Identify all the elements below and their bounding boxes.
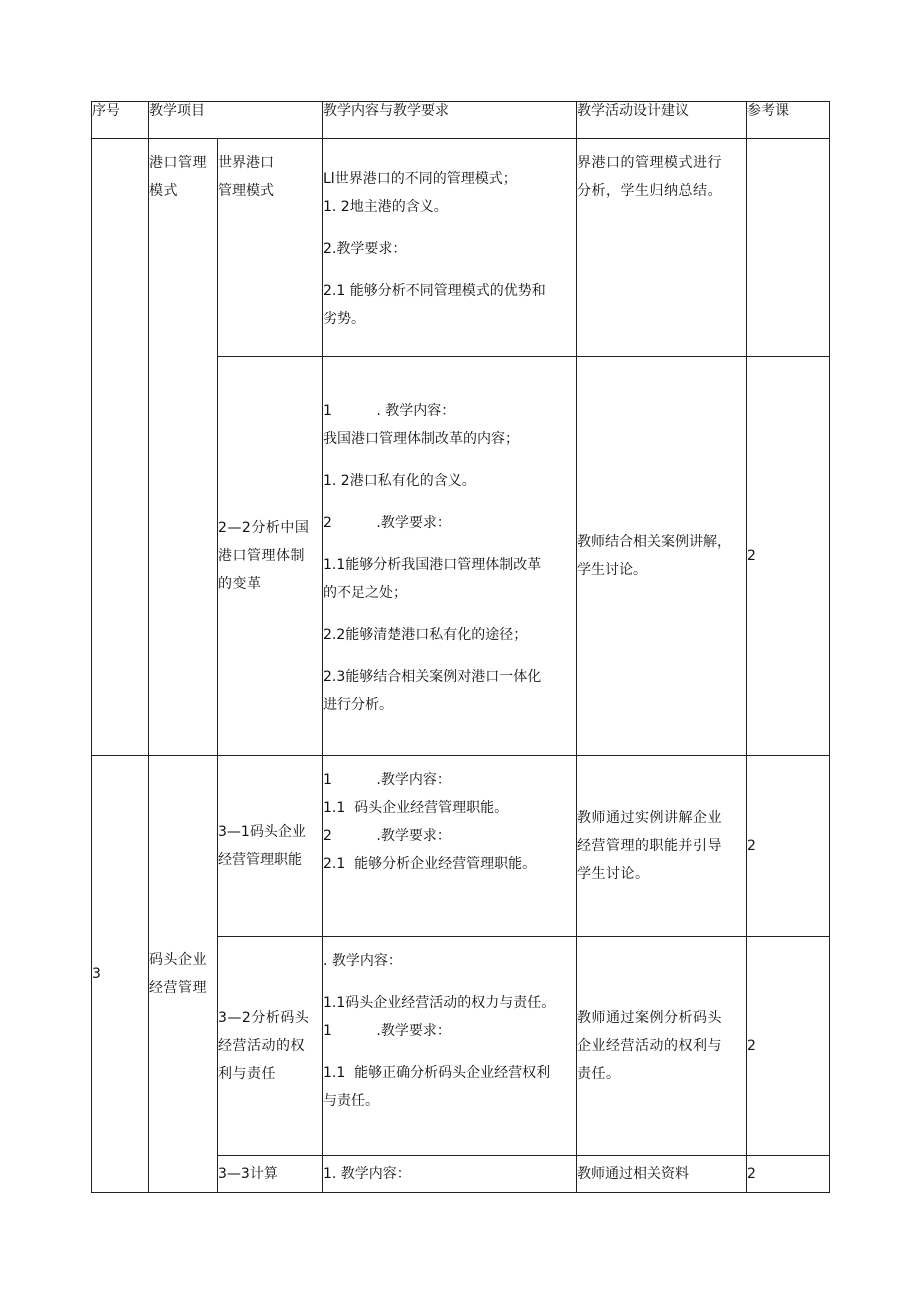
project-text: 模式 [149,183,178,199]
content-line: 1.1 能够正确分析码头企业经营权利 [323,1065,551,1081]
content-line: 1.1 码头企业经营管理职能。 [323,800,509,816]
activity-line: 分析，学生归纳总结。 [577,183,722,199]
subproject-cell [218,1156,323,1193]
subproject-text: 3—1码头企业 [218,824,306,840]
content-line: 2 .教学要求： [323,828,451,844]
subproject-cell [218,937,323,1156]
project-text: 港口管理 [149,155,207,171]
content-line: Ll世界港口的不同的管理模式； [323,171,517,187]
project-text: 码头企业 [149,952,207,968]
activity-cell [577,1156,747,1193]
content-line: 1.1码头企业经营活动的权力与责任。 [323,995,556,1011]
content-cell [323,357,577,756]
table-row [92,756,830,937]
content-cell [323,139,577,357]
activity-line: 经营管理的职能并引导 [577,838,722,854]
content-line: 2.1 能够分析企业经营管理职能。 [323,856,537,872]
activity-line: 教师通过相关资料 [577,1166,689,1182]
hours-cell [747,756,830,937]
activity-cell [577,937,747,1156]
content-line: 2.3能够结合相关案例对港口一体化 [323,669,542,685]
content-cell [323,937,577,1156]
subproject-text: 港口管理体制 [218,548,305,564]
header-hours: 参考课 [747,102,830,139]
content-cell [323,1156,577,1193]
subproject-text: 世界港口 [218,155,274,171]
project-text: 经营管理 [149,980,207,996]
seq-cell [92,139,149,756]
curriculum-table [91,101,830,1193]
header-activity: 教学活动设计建议 [577,102,747,139]
content-line: 与责任。 [323,1093,379,1109]
activity-cell [577,139,747,357]
content-cell [323,756,577,937]
subproject-text: 3—3计算 [218,1166,278,1182]
hours-value: 2 [747,1038,756,1054]
hours-cell [747,937,830,1156]
content-line: 1. 2港口私有化的含义。 [323,473,476,489]
hours-cell [747,357,830,756]
header-project: 教学项目 [149,102,323,139]
activity-line: 企业经营活动的权利与 [577,1038,722,1054]
header-content: 教学内容与教学要求 [323,102,577,139]
activity-line: 责任。 [577,1066,621,1082]
hours-cell [747,139,830,357]
activity-line: 学生讨论。 [577,562,647,578]
activity-line: 教师结合相关案例讲解， [577,534,731,550]
subproject-text: 2—2分析中国 [218,520,310,536]
content-line: 2.教学要求： [323,241,407,257]
content-line: 的不足之处； [323,585,407,601]
hours-value: 2 [747,1166,756,1182]
content-line: 劣势。 [323,311,365,327]
seq-cell [92,756,149,1193]
subproject-text: 3—2分析码头 [218,1010,310,1026]
content-line: 进行分析。 [323,697,393,713]
subproject-cell [218,756,323,937]
subproject-text: 的变革 [218,576,262,592]
content-line: . 教学内容： [323,953,402,969]
content-line: 1.1能够分析我国港口管理体制改革 [323,557,542,573]
hours-value: 2 [747,838,756,854]
activity-line: 界港口的管理模式进行 [577,155,722,171]
content-line: 1. 教学内容： [323,1166,411,1182]
subproject-text: 管理模式 [218,183,274,199]
header-row [92,102,830,139]
content-line: 2.2能够清楚港口私有化的途径； [323,627,528,643]
hours-cell [747,1156,830,1193]
table-row [92,139,830,357]
content-line: 我国港口管理体制改革的内容； [323,431,519,447]
content-line: 1 . 教学内容： [323,403,456,419]
activity-cell [577,357,747,756]
subproject-text: 利与责任 [218,1066,276,1082]
content-line: 1 .教学要求： [323,1023,451,1039]
content-line: 2.1 能够分析不同管理模式的优势和 [323,283,546,299]
subproject-text: 经营活动的权 [218,1038,305,1054]
activity-cell [577,756,747,937]
content-line: 1. 2地主港的含义。 [323,199,448,215]
project-cell [149,756,218,1193]
activity-line: 教师通过实例讲解企业 [577,810,722,826]
content-line: 1 .教学内容： [323,772,451,788]
subproject-cell [218,357,323,756]
activity-line: 学生讨论。 [577,866,650,882]
hours-value: 2 [747,548,756,564]
content-line: 2 .教学要求： [323,515,451,531]
project-cell [149,139,218,756]
subproject-cell [218,139,323,357]
subproject-text: 经营管理职能 [218,852,302,868]
header-seq: 序号 [92,102,149,139]
activity-line: 教师通过案例分析码头 [577,1010,722,1026]
seq-value: 3 [92,966,101,982]
